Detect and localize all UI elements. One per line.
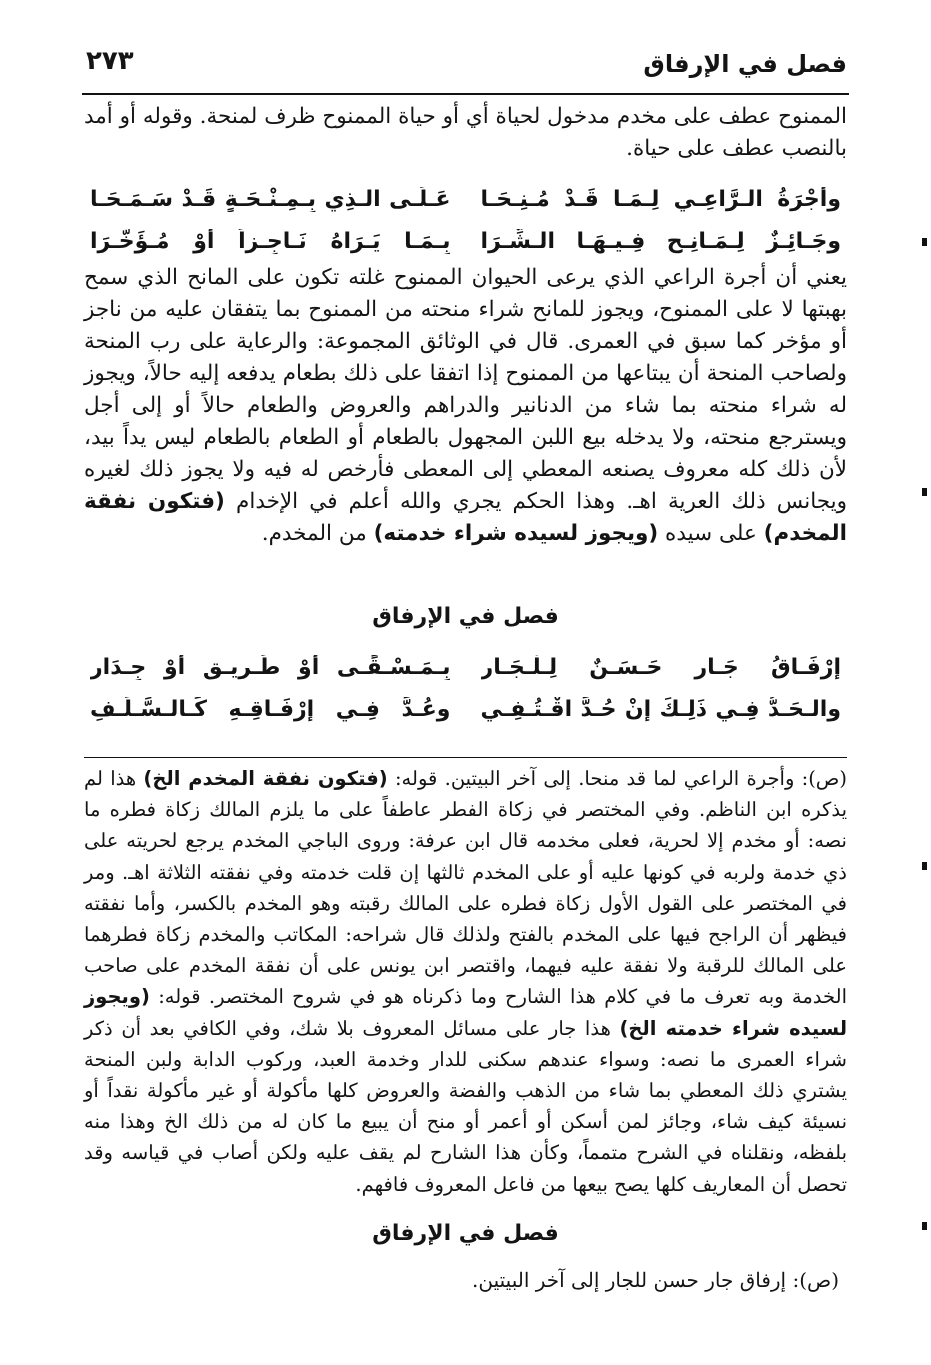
verse-second-hemistich: بِـمَـا يَـرَاهُ نَـاجِـزاً أَوْ مُـؤَخَّـرَا (90, 228, 451, 254)
verse-second-hemistich: بِـمَـسْـقًـى أَوْ طَـرِيـقٍ أَوْ جِـدَارِ (90, 654, 451, 680)
verses-block-2 (90, 646, 841, 730)
margin-mark (922, 1222, 927, 1230)
text-run: (ص): وأجرة الراعي لما قد منحا. إلى آخر البيتين. قوله: (387, 767, 847, 790)
commentary-last-line: (ص): إرفاق جار حسن للجار إلى آخر البيتين. (472, 1268, 839, 1292)
commentary-text (84, 763, 847, 1200)
main-paragraph-2 (84, 262, 847, 550)
header-rule (82, 93, 849, 95)
verse-second-hemistich: عَـلَـى الـذِي بِـمِـنْـحَـةٍ قَـدْ سَـمَـحَـا (90, 186, 451, 212)
text-run: هذا لم يذكره ابن الناظم. وفي المختصر في زكاة الفطر عاطفاً على ما يلزم المالك زكاة فطره ما نصه: أو مخدم إلا لحرية، فعلى مخدمه قال ابن عرفة: وروى الباجي المخدم يرجع لحريته على ذي خدمة ولربه في كونها عليه أو على المخدم ثالثها إن قلت خدمته وفي نفقته الثلاثة اهـ. ومر في المختصر على القول الأول زكاة فطره على المالك رقبته وهو المخدم بالكسر، وأما نفقته فيظهر أن الراجح فيها على المخدم بالفتح ولذلك قال شراحه: المكاتب والمخدم زكاة فطرهما على المالك للرقبة ولا نفقة عليه فيهما، واقتصر ابن يونس على أن نفقة المخدم على صاحب الخدمة وبه تعرف ما في كلام هذا الشارح وما ذكرناه هو في شروح المختصر. قوله: (84, 767, 847, 1009)
verse-first-hemistich: وجَـائِـزٌ لِـمَـانِـحٍ فِـيـهَـا الـشِّـرَا (480, 228, 841, 254)
text-run: الممنوح عطف على مخدم مدخول لحياة أي أو حياة الممنوح ظرف لمنحة. وقوله أو أمد بالنصب عطف على حياة. (84, 104, 847, 161)
bold-text-run: (فتكون نفقة المخدم الخ) (143, 767, 388, 790)
section-heading-commentary: فصل في الإرفاق (372, 1221, 559, 1246)
verse-second-hemistich: وعُـدَّ فِـي إِرْفَـاقِـهِ كَـالـسَّـلَـفِ (90, 696, 451, 722)
verse-first-hemistich: والـحَـدُّ فِـي ذَلِـكَ إِنْ حُـدَّ اقْـتُـفِـي (480, 696, 841, 722)
running-title: فصل في الإرفاق (643, 50, 847, 78)
bold-text-run: (ويجوز لسيده شراء خدمته) (373, 521, 659, 546)
verse-line (90, 688, 841, 730)
text-run: يعني أن أجرة الراعي الذي يرعى الحيوان الممنوح غلته تكون على المانح الذي سمح بهبتها لا على الممنوح، ويجوز للمانح شراء منحته من الممنوح بما يتفقان عليه من ناجز أو مؤخر كما سبق في العمرى. قال في الوثائق المجموعة: والرعاية على رب المنحة ولصاحب المنحة أن يبتاعها من الممنوح إذا اتفقا على ذلك بطعام يدفعه إليه حالاً، ويجوز له شراء منحته بما شاء من الدنانير والدراهم والعروض والطعام حالاً أو إلى أجل ويسترجع منحته، ولا يدخله بيع اللبن المجهول بالطعام أو الطعام بالطعام ليس يداً بيد، لأن ذلك كله معروف يصنعه المعطي إلى المعطى فأرخص له فيه ولا يجوز ذلك لغيره ويجانس ذلك العرية اهـ. وهذا الحكم يجري والله أعلم في الإخدام (84, 265, 847, 514)
verse-line (90, 646, 841, 688)
paragraph-2-text (84, 262, 847, 550)
section-heading-main: فصل في الإرفاق (372, 604, 559, 629)
text-run: هذا جار على مسائل المعروف بلا شك، وفي الكافي بعد أن ذكر شراء العمرى ما نصه: وسواء عندهم سكنى للدار وخدمة العبد، وركوب الدابة ولبن المنحة يشتري ذلك المعطي بما شاء من الذهب والفضة والعروض كلها مأكولة أو غير مأكولة نقداً أو نسيئة كيف شاء، وجائز لمن أسكن أو أعمر أو منح أن يبيع ما كان له من ذلك الخ وهذا منه بلفظه، ونقلناه في الشرح متمماً، وكأن هذا الشارح لم يقف عليه ولكن أصاب في قياسه وقد تحصل أن المعاريف كلها يصح بيعها من فاعل المعروف فافهم. (84, 1016, 847, 1196)
text-run: من المخدم. (261, 521, 374, 546)
commentary-block (84, 763, 847, 1200)
verses-block-1 (90, 178, 841, 262)
margin-mark (922, 238, 927, 246)
verse-first-hemistich: وأُجْرَةُ الـرَّاعِـي لِـمَـا قَـدْ مُـنِـحَـا (480, 186, 841, 212)
commentary-divider (84, 757, 847, 758)
margin-mark (922, 862, 927, 870)
bold-text-run: (فتكون نفقة المخدم) (84, 489, 847, 546)
main-paragraph-1 (84, 101, 847, 165)
page-number: ٢٧٣ (86, 46, 134, 76)
margin-mark (922, 488, 927, 496)
verse-line (90, 220, 841, 262)
text-run: على سيده (658, 521, 764, 546)
verse-first-hemistich: إِرْفَـاقُ جَـارٍ حَـسَـنٌ لِـلْـجَـارِ (480, 654, 841, 680)
verse-line (90, 178, 841, 220)
bold-text-run: (ويجوز لسيده شراء خدمته الخ) (84, 985, 848, 1040)
paragraph-1-text (84, 101, 847, 165)
